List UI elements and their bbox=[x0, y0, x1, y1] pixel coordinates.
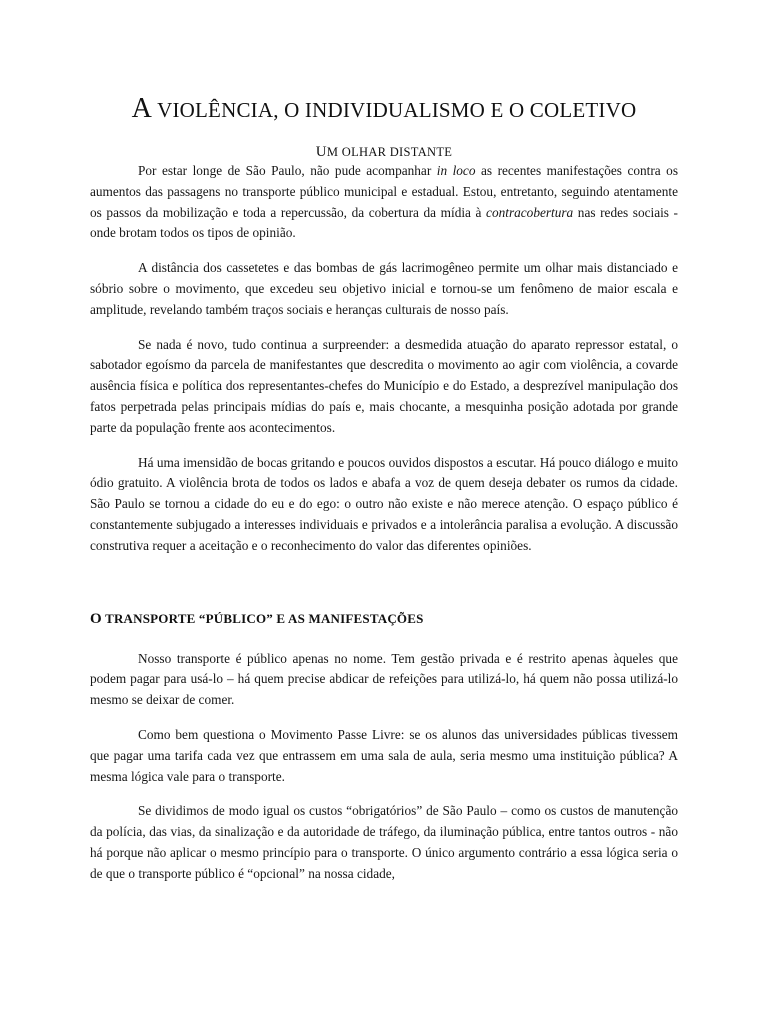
subtitle-initial: U bbox=[315, 144, 327, 160]
document-subtitle bbox=[90, 143, 678, 161]
intro-text-3: nas redes sociais - onde brotam todos os tipos de opinião. bbox=[90, 204, 678, 241]
subtitle-text: M OLHAR DISTANTE bbox=[326, 145, 453, 159]
section-heading-text: TRANSPORTE “PÚBLICO” E AS MANIFESTAÇÕES bbox=[101, 610, 424, 626]
intro-italic-in-loco: in loco bbox=[436, 163, 476, 178]
paragraph-intro bbox=[90, 161, 678, 244]
intro-text-1: Por estar longe de São Paulo, não pude acompanhar bbox=[138, 163, 437, 178]
title-initial: A bbox=[131, 93, 153, 124]
paragraph-passe-livre: Como bem questiona o Movimento Passe Livre: se os alunos das universidades públicas tivessem que pagar uma tarifa cada vez que entrassem em uma sala de aula, seria mesmo uma instituição pública? A mesma lógica vale para o transporte. bbox=[90, 726, 678, 784]
intro-italic-contracobertura: contracobertura bbox=[486, 204, 574, 220]
paragraph-costs: Se dividimos de modo igual os custos “obrigatórios” de São Paulo – como os custos de manutenção da polícia, das vias, da sinalização e da autoridade de tráfego, da iluminação pública, entre tantos outros - não há porque não aplicar o mesmo princípio para o transporte. O único argumento contrário a essa lógica seria o de que o transporte público é “opcional” na nossa cidade, bbox=[90, 803, 678, 881]
section-heading bbox=[90, 609, 678, 629]
spacer bbox=[90, 571, 678, 609]
document-title bbox=[90, 92, 678, 127]
intro-text-2: as recentes manifestações contra os aumentos das passagens no transporte público municipal e estadual. Estou, entretanto, seguindo atentamente os passos da mobilização e toda a repercussão, da cobertura da mídia à bbox=[90, 163, 678, 220]
paragraph-transport-name: Nosso transporte é público apenas no nome. Tem gestão privada e é restrito apenas àqueles que podem pagar para usá-lo – há quem precise abdicar de refeições para utilizá-lo, há quem não possa utilizá-lo mesmo se deixar de comer. bbox=[90, 650, 678, 708]
paragraph-surprise: Se nada é novo, tudo continua a surpreender: a desmedida atuação do aparato repressor estatal, o sabotador egoísmo da parcela de manifestantes que descredita o movimento ao agir com violência, a covarde ausência física e política dos representantes-chefes do Município e do Estado, a desprezível manipulação dos fatos perpetrada pelas principais mídias do país e, mais chocante, a mesquinha posição adotada por grande parte da população frente aos acontecimentos. bbox=[90, 336, 678, 435]
title-text: VIOLÊNCIA, O INDIVIDUALISMO E O COLETIVO bbox=[152, 98, 637, 122]
section-heading-initial: O bbox=[90, 610, 102, 627]
paragraph-distance: A distância dos cassetetes e das bombas de gás lacrimogêneo permite um olhar mais distanciado e sóbrio sobre o movimento, que excedeu seu objetivo inicial e tornou-se um fenômeno de maior escala e amplitude, revelando também traços sociais e heranças culturais de nosso país. bbox=[90, 260, 678, 317]
paragraph-voices: Há uma imensidão de bocas gritando e poucos ouvidos dispostos a escutar. Há pouco diálogo e muito ódio gratuito. A violência brota de todos os lados e abafa a voz de quem deseja debater os rumos da cidade. São Paulo se tornou a cidade do eu e do ego: o outro não existe e não merece atenção. O espaço público é constantemente subjugado a interesses individuais e privados e a intolerância paralisa a evolução. A discussão construtiva requer a aceitação e o reconhecimento do valor das diferentes opiniões. bbox=[90, 454, 678, 553]
spacer bbox=[90, 629, 678, 649]
